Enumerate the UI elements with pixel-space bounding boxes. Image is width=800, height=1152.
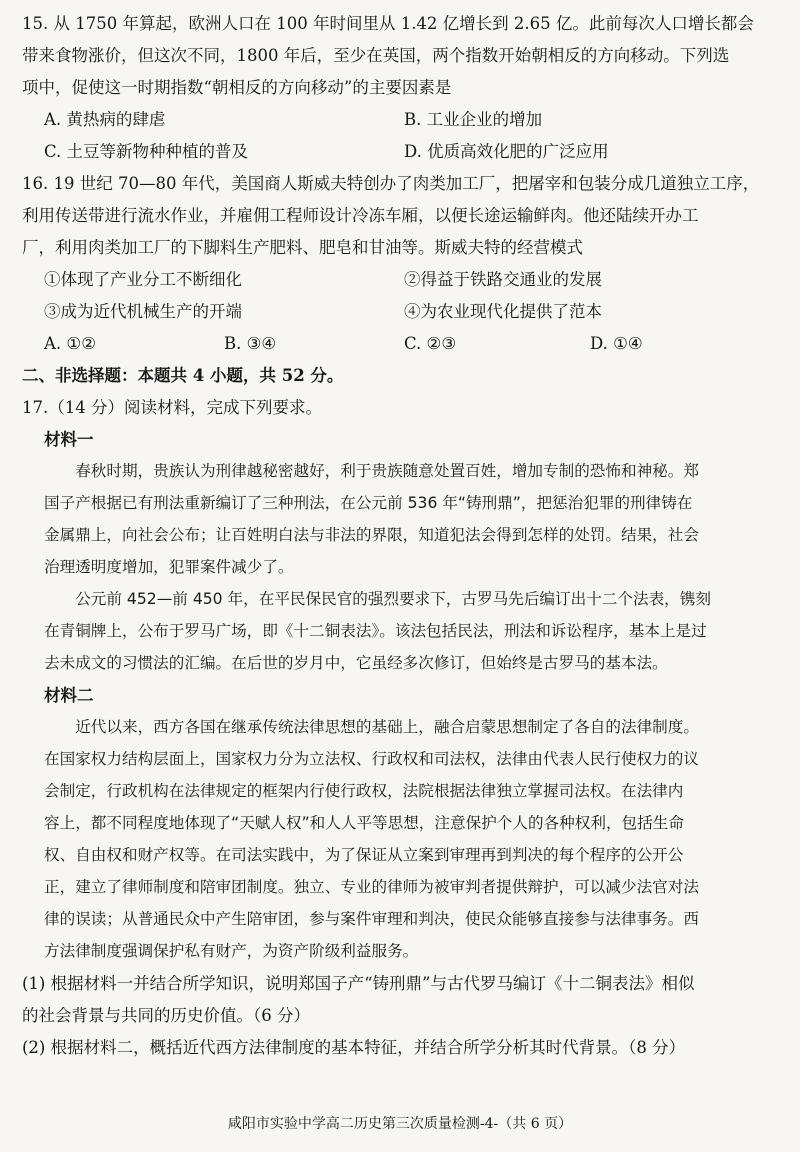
material-2-line: 容上，都不同程度地体现了“天赋人权”和人人平等思想，注意保护个人的各种权利，包括生命 <box>44 814 684 832</box>
q15-line-2: 带来食物涨价，但这次不同，1800 年后，至少在英国，两个指数开始朝相反的方向移动。下列选 <box>22 46 730 65</box>
material-1-line: 金属鼎上，向社会公布；让百姓明白法与非法的界限，知道犯法会得到怎样的处罚。结果，社会 <box>44 526 699 544</box>
material-2-line: 正，建立了律师制度和陪审团制度。独立、专业的律师为被审判者提供辩护，可以减少法官对法 <box>44 878 699 896</box>
material-2-line: 方法律制度强调保护私有财产，为资产阶级利益服务。 <box>44 942 419 960</box>
material-2-line: 会制定，行政机构在法律规定的框架内行使行政权，法院根据法律独立掌握司法权。在法律内 <box>44 782 684 800</box>
material-2-line: 近代以来，西方各国在继承传统法律思想的基础上，融合启蒙思想制定了各自的法律制度。 <box>44 718 699 736</box>
q16-line-1: 16. 19 世纪 70—80 年代，美国商人斯威夫特创办了肉类加工厂，把屠宰和包装分成几道独立工序， <box>22 174 760 193</box>
material-1-line: 公元前 452—前 450 年，在平民保民官的强烈要求下，古罗马先后编订出十二个法表，镌刻 <box>44 590 711 608</box>
section-2-heading: 二、非选择题：本题共 4 小题，共 52 分。 <box>22 366 344 385</box>
material-2-line: 律的误读；从普通民众中产生陪审团，参与案件审理和判决，使民众能够直接参与法律事务。西 <box>44 910 699 928</box>
q16-option-c: C. ②③ <box>404 334 457 353</box>
q16-option-d: D. ①④ <box>590 334 643 353</box>
q17-subquestion-1-line-2: 的社会背景与共同的历史价值。（6 分） <box>22 1006 310 1025</box>
q15-line-3: 项中，促使这一时期指数“朝相反的方向移动”的主要因素是 <box>22 78 452 97</box>
material-1-line: 去未成文的习惯法的汇编。在后世的岁月中，它虽经多次修订，但始终是古罗马的基本法。 <box>44 654 668 672</box>
material-1-title: 材料一 <box>44 430 94 449</box>
q16-item-4: ④为农业现代化提供了范本 <box>404 302 602 321</box>
q15-option-d: D. 优质高效化肥的广泛应用 <box>404 142 609 161</box>
q16-item-2: ②得益于铁路交通业的发展 <box>404 270 602 289</box>
q15-option-a: A. 黄热病的肆虐 <box>44 110 166 129</box>
q16-option-b: B. ③④ <box>224 334 277 353</box>
q17-subquestion-2: (2) 根据材料二，概括近代西方法律制度的基本特征，并结合所学分析其时代背景。（8 分） <box>22 1038 686 1057</box>
q16-option-a: A. ①② <box>44 334 96 353</box>
material-2-line: 在国家权力结构层面上，国家权力分为立法权、行政权和司法权，法律由代表人民行使权力的议 <box>44 750 699 768</box>
q17-subquestion-1-line-1: (1) 根据材料一并结合所学知识，说明郑国子产“铸刑鼎”与古代罗马编订《十二铜表法》相似 <box>22 974 695 993</box>
q16-line-3: 厂，利用肉类加工厂的下脚料生产肥料、肥皂和甘油等。斯威夫特的经营模式 <box>22 238 583 257</box>
material-1-line: 国子产根据已有刑法重新编订了三种刑法，在公元前 536 年“铸刑鼎”，把惩治犯罪的刑律铸在 <box>44 494 693 512</box>
material-1-line: 春秋时期，贵族认为刑律越秘密越好，利于贵族随意处置百姓，增加专制的恐怖和神秘。郑 <box>44 462 699 480</box>
q16-line-2: 利用传送带进行流水作业，并雇佣工程师设计冷冻车厢，以便长途运输鲜肉。他还陆续开办工 <box>22 206 699 225</box>
material-1-line: 治理透明度增加，犯罪案件减少了。 <box>44 558 294 576</box>
page-footer: 咸阳市实验中学高二历史第三次质量检测-4-（共 6 页） <box>227 1116 573 1132</box>
q16-item-3: ③成为近代机械生产的开端 <box>44 302 242 321</box>
q17-intro: 17.（14 分）阅读材料，完成下列要求。 <box>22 398 322 417</box>
q15-option-b: B. 工业企业的增加 <box>404 110 543 129</box>
q15-line-1: 15. 从 1750 年算起，欧洲人口在 100 年时间里从 1.42 亿增长到 2.65 亿。此前每次人口增长都会 <box>22 14 754 33</box>
material-2-line: 权、自由权和财产权等。在司法实践中，为了保证从立案到审理再到判决的每个程序的公开公 <box>44 846 684 864</box>
q15-option-c: C. 土豆等新物种种植的普及 <box>44 142 249 161</box>
q16-item-1: ①体现了产业分工不断细化 <box>44 270 242 289</box>
material-1-line: 在青铜牌上，公布于罗马广场，即《十二铜表法》。该法包括民法，刑法和诉讼程序，基本上是过 <box>44 622 707 640</box>
material-2-title: 材料二 <box>44 686 94 705</box>
